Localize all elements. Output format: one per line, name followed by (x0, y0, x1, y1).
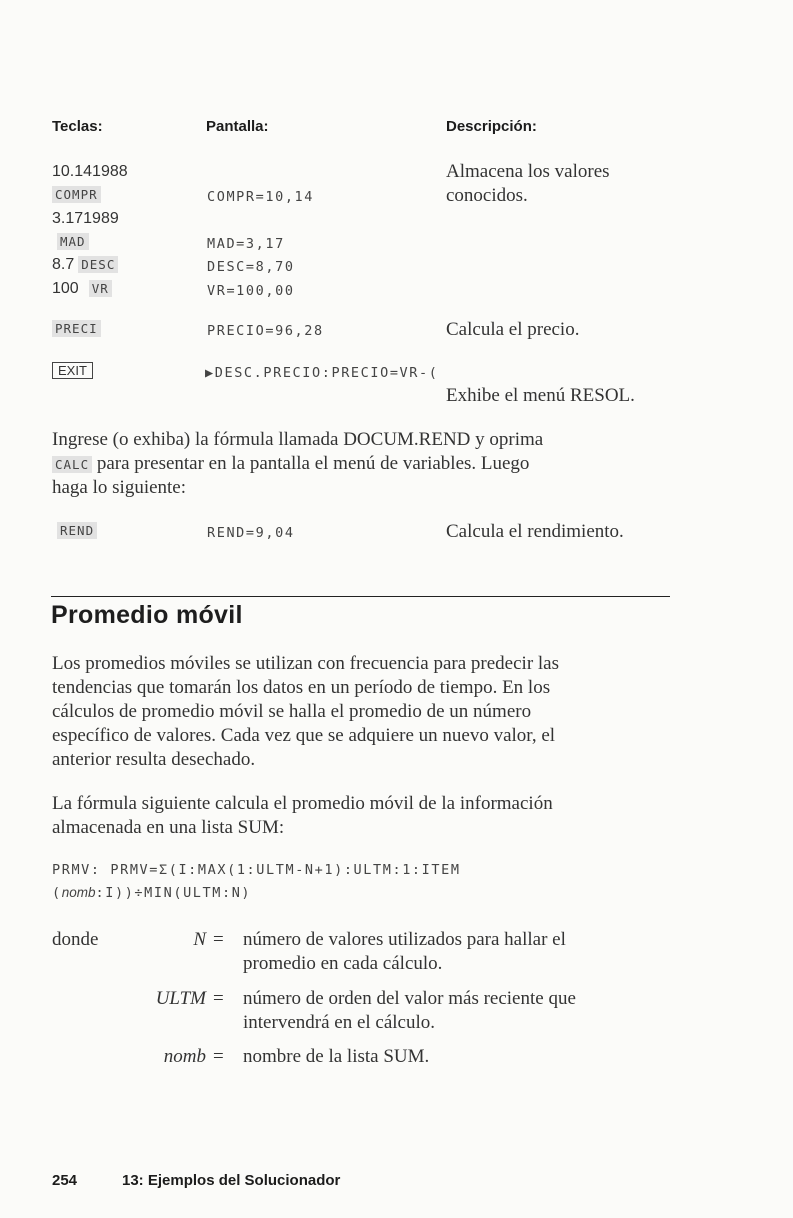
key-input-value: 3.171989 (52, 210, 119, 227)
calc-menu-key[interactable]: CALC (52, 456, 92, 473)
where-label: donde (52, 929, 99, 950)
mad-menu-key[interactable]: MAD (57, 233, 89, 250)
definition-text: nombre de la lista SUM. (243, 1046, 430, 1067)
definition-text: promedio en cada cálculo. (243, 953, 443, 974)
table-row (52, 280, 112, 298)
paragraph-line: Ingrese (o exhiba) la fórmula llamada DOCUM.REND y oprima (52, 429, 544, 450)
paragraph-line: Los promedios móviles se utilizan con frecuencia para predecir las (52, 653, 559, 674)
definition-text: número de orden del valor más reciente que (243, 988, 576, 1009)
description-store-line2: conocidos. (446, 185, 528, 206)
vr-menu-key[interactable]: VR (89, 280, 112, 297)
header-keys: Teclas: (52, 118, 103, 135)
definition-eq: = (213, 929, 224, 950)
formula-line-2: (nomb:I))÷MIN(ULTM:N) (52, 885, 252, 901)
definition-text: intervendrá en el cálculo. (243, 1012, 436, 1033)
section-divider (51, 596, 670, 597)
paragraph-line: cálculos de promedio móvil se halla el promedio de un número (52, 701, 532, 722)
key-input-value: 100 (52, 280, 79, 297)
definition-term: N (193, 929, 206, 950)
definition-text: número de valores utilizados para hallar el (243, 929, 566, 950)
paragraph-line: anterior resulta desechado. (52, 749, 256, 770)
formula-line-1: PRMV: PRMV=Σ(I:MAX(1:ULTM-N+1):ULTM:1:ITEM (52, 862, 461, 878)
definition-eq: = (213, 1046, 224, 1067)
rend-menu-key[interactable]: REND (57, 522, 97, 539)
definition-term: ULTM (155, 988, 206, 1009)
preci-menu-key[interactable]: PRECI (52, 320, 101, 337)
display-mad: MAD=3,17 (207, 236, 285, 252)
key-input-value: 10.141988 (52, 163, 128, 180)
compr-menu-key[interactable]: COMPR (52, 186, 101, 203)
exit-key[interactable]: EXIT (52, 362, 93, 379)
paragraph-line: CALC para presentar en la pantalla el menú de variables. Luego (52, 452, 529, 477)
table-row (52, 362, 93, 380)
display-precio: PRECIO=96,28 (207, 323, 324, 339)
paragraph-line: específico de valores. Cada vez que se adquiere un nuevo valor, el (52, 725, 556, 746)
paragraph-line: tendencias que tomarán los datos en un período de tiempo. En los (52, 677, 551, 698)
table-row (57, 233, 89, 251)
definition-term: nomb (163, 1046, 206, 1067)
description-store-line1: Almacena los valores (446, 161, 610, 182)
description-rend: Calcula el rendimiento. (446, 521, 624, 542)
display-formula: ▶DESC.PRECIO:PRECIO=VR-( (205, 365, 439, 381)
paragraph-line: haga lo siguiente: (52, 477, 187, 498)
chapter-title: 13: Ejemplos del Solucionador (122, 1172, 341, 1189)
table-row (52, 186, 101, 204)
page-number: 254 (52, 1172, 78, 1189)
header-display: Pantalla: (206, 118, 269, 135)
desc-menu-key[interactable]: DESC (78, 256, 118, 273)
display-rend: REND=9,04 (207, 525, 295, 541)
description-exit: Exhibe el menú RESOL. (446, 385, 635, 406)
table-row (52, 256, 118, 274)
section-title: Promedio móvil (51, 601, 243, 629)
table-row (57, 522, 97, 540)
description-price: Calcula el precio. (446, 319, 580, 340)
display-vr: VR=100,00 (207, 283, 295, 299)
paragraph-line: La fórmula siguiente calcula el promedio móvil de la información (52, 793, 553, 814)
paragraph-line: almacenada en una lista SUM: (52, 817, 285, 838)
table-row (52, 320, 101, 338)
header-description: Descripción: (446, 118, 537, 135)
triangle-icon: ▶ (205, 365, 215, 381)
display-desc: DESC=8,70 (207, 259, 295, 275)
definition-eq: = (213, 988, 224, 1009)
display-compr: COMPR=10,14 (207, 189, 315, 205)
key-input-value: 8.7 (52, 256, 75, 273)
